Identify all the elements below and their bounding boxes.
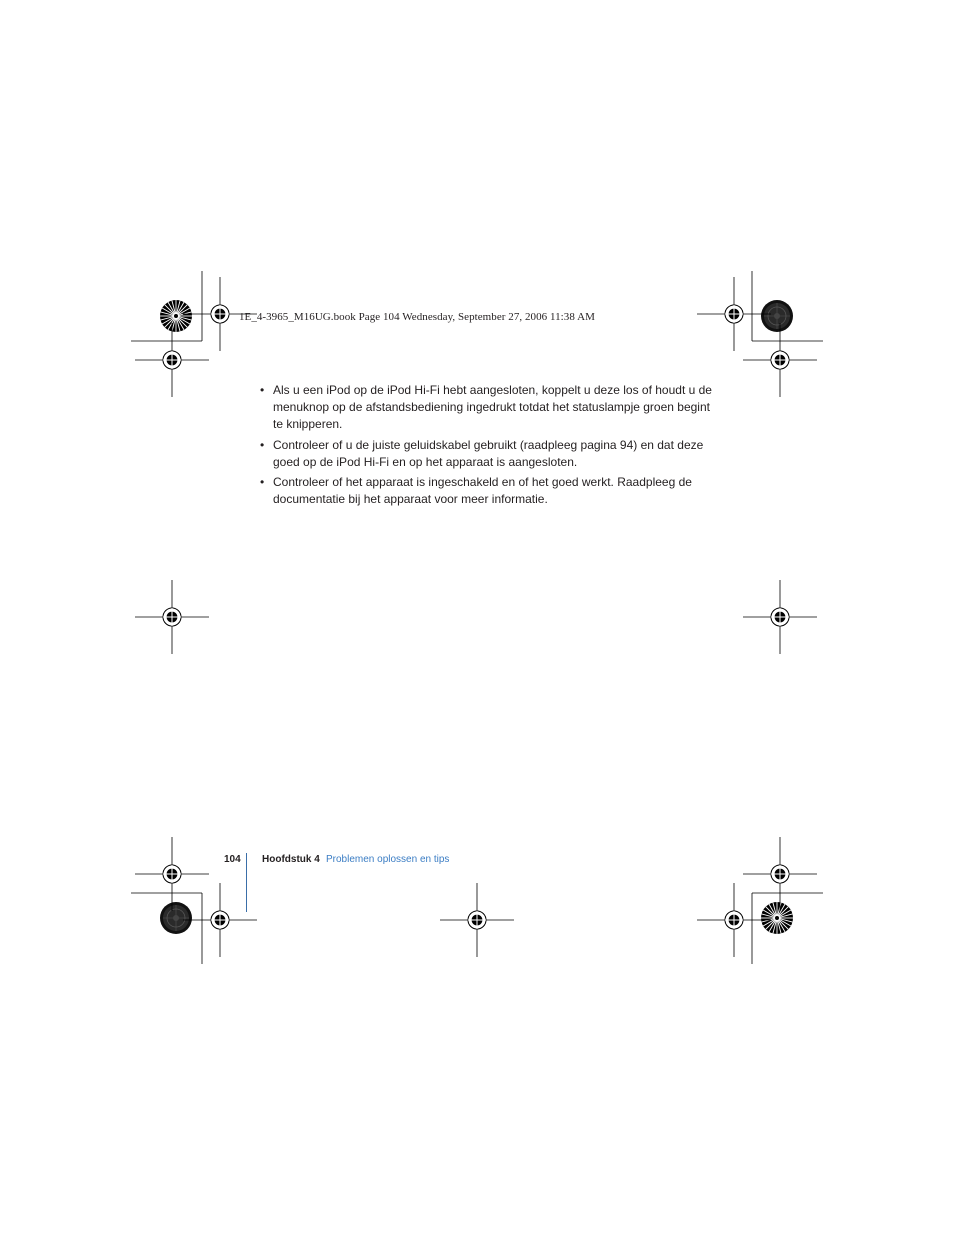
slug-line: 1E_4-3965_M16UG.book Page 104 Wednesday, September 27, 2006 11:38 AM xyxy=(239,311,595,323)
registration-mark-icon xyxy=(697,883,771,957)
bullet-icon: • xyxy=(260,383,265,397)
starburst-target-icon xyxy=(160,300,192,332)
list-item-text: Als u een iPod op de iPod Hi-Fi hebt aangesloten, koppelt u deze los of houdt u de menuknop op de afstandsbediening ingedrukt totdat het statuslampje groen begint te knipperen. xyxy=(273,383,712,431)
list-item-text: Controleer of het apparaat is ingeschakeld en of het goed werkt. Raadpleeg de documentatie bij het apparaat voor meer informatie. xyxy=(273,475,692,506)
list-item xyxy=(259,474,719,508)
list-item-text: Controleer of u de juiste geluidskabel gebruikt (raadpleeg pagina 94) en dat deze goed op de iPod Hi-Fi en op het apparaat is aangesloten. xyxy=(273,437,704,469)
footer-divider xyxy=(246,853,247,912)
color-target-icon xyxy=(160,902,192,934)
bullet-list xyxy=(259,382,719,512)
bullet-icon: • xyxy=(260,437,265,452)
list-item xyxy=(259,382,719,433)
registration-mark-icon xyxy=(697,277,771,351)
registration-mark-icon xyxy=(135,323,209,397)
chapter-title-link[interactable]: Problemen oplossen en tips xyxy=(326,854,450,865)
registration-mark-icon xyxy=(743,837,817,911)
registration-mark-icon xyxy=(135,580,209,654)
color-target-icon xyxy=(761,300,793,332)
registration-mark-icon xyxy=(135,837,209,911)
list-item xyxy=(259,437,719,471)
registration-mark-icon xyxy=(743,323,817,397)
starburst-target-icon xyxy=(761,902,793,934)
registration-mark-icon xyxy=(440,883,514,957)
chapter-label: Hoofdstuk 4 xyxy=(262,854,320,865)
bullet-icon: • xyxy=(260,475,265,489)
registration-mark-icon xyxy=(743,580,817,654)
page-number: 104 xyxy=(224,854,241,865)
